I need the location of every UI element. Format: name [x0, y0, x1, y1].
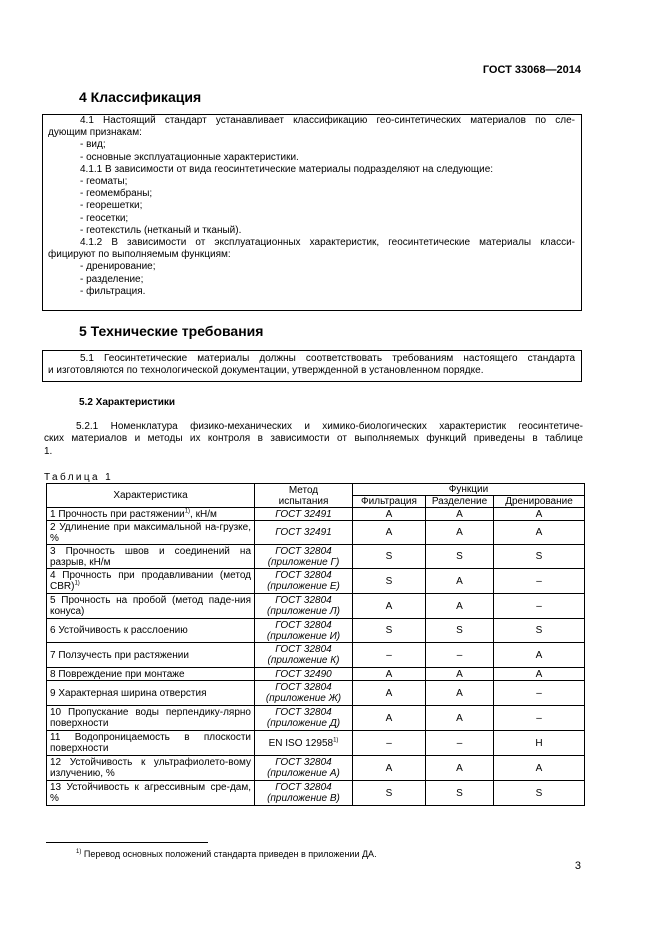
characteristic-text: 9 Характерная ширина отверстия	[50, 687, 207, 699]
footnote-ref: 1)	[333, 737, 339, 744]
method-cell	[255, 545, 353, 569]
method-text: ГОСТ 32804 (приложение Е)	[267, 570, 340, 592]
paragraph-5-2-1-line2: ских материалов и методы их контроля в зависимости от выполняемых функций приведены в таблице	[44, 433, 583, 445]
paragraph-5-2-1-line1: 5.2.1 Номенклатура физико-механических и химико-биологических характеристик геосинтетиче-	[76, 421, 583, 432]
document-code: ГОСТ 33068—2014	[482, 64, 581, 76]
paragraph-5-2-1-line3: 1.	[44, 445, 53, 457]
method-text: ГОСТ 32804 (приложение В)	[267, 782, 340, 804]
table-row	[47, 508, 585, 521]
method-text: ГОСТ 32804 (приложение А)	[267, 757, 340, 779]
method-text: EN ISO 12958	[268, 737, 334, 749]
filtration-cell: A	[353, 756, 426, 781]
characteristic-cell	[47, 781, 255, 806]
method-text: ГОСТ 32804 (приложение К)	[267, 644, 340, 666]
method-text: ГОСТ 32491	[275, 508, 332, 520]
separation-cell: A	[426, 569, 494, 594]
characteristic-cell	[47, 508, 255, 521]
method-cell	[255, 681, 353, 706]
characteristic-text: 3 Прочность швов и соединений на разрыв, кН/м	[50, 545, 251, 568]
separation-cell: A	[426, 668, 494, 681]
method-cell	[255, 756, 353, 781]
characteristic-cell	[47, 545, 255, 569]
paragraph-4-1-line2: дующим признакам:	[48, 127, 142, 139]
characteristic-text: 1 Прочность при растяжении	[50, 508, 185, 520]
list-item: - геотекстиль (нетканый и тканый).	[80, 224, 242, 236]
drainage-cell: A	[494, 508, 585, 521]
table-row	[47, 731, 585, 756]
table-row	[47, 643, 585, 668]
list-item: - геоматы;	[80, 176, 128, 188]
list-item: - разделение;	[80, 273, 144, 285]
drainage-cell: A	[494, 643, 585, 668]
list-item: - георешетки;	[80, 200, 143, 212]
paragraph-4-1-1: 4.1.1 В зависимости от вида геосинтетические материалы подразделяют на следующие:	[80, 163, 494, 175]
drainage-cell: –	[494, 706, 585, 731]
list-item: - геомембраны;	[80, 188, 153, 200]
filtration-cell: A	[353, 681, 426, 706]
characteristic-text: 12 Устойчивость к ультрафиолето-вому излучению, %	[50, 757, 251, 779]
method-cell	[255, 569, 353, 594]
method-text: ГОСТ 32804 (приложение И)	[266, 619, 341, 642]
characteristic-cell	[47, 521, 255, 545]
method-text: ГОСТ 32804 (приложение Ж)	[265, 682, 342, 704]
footnote-ref: 1)	[74, 580, 80, 587]
characteristic-cell	[47, 706, 255, 731]
separation-cell: –	[426, 731, 494, 756]
characteristic-cell	[47, 668, 255, 681]
drainage-cell: A	[494, 668, 585, 681]
filtration-cell: A	[353, 521, 426, 545]
method-cell	[255, 643, 353, 668]
header-method: Метод испытания	[255, 484, 353, 508]
drainage-cell: A	[494, 756, 585, 781]
table-row	[47, 668, 585, 681]
list-item: - геосетки;	[80, 212, 129, 224]
characteristic-text: 8 Повреждение при монтаже	[50, 668, 185, 680]
separation-cell: A	[426, 681, 494, 706]
table-row	[47, 706, 585, 731]
table-row	[47, 569, 585, 594]
separation-cell: A	[426, 756, 494, 781]
table-row	[47, 681, 585, 706]
paragraph-4-1-2-line2: фицируют по выполняемым функциям:	[48, 249, 231, 261]
filtration-cell: S	[353, 545, 426, 569]
page-number: 3	[574, 860, 581, 872]
separation-cell: S	[426, 781, 494, 806]
table-row	[47, 756, 585, 781]
drainage-cell: –	[494, 569, 585, 594]
filtration-cell: A	[353, 706, 426, 731]
paragraph-5-1-line2: и изготовляются по технологической документации, утвержденной в установленном порядке.	[48, 365, 484, 377]
characteristic-unit: , кН/м	[190, 508, 217, 520]
characteristic-text: 7 Ползучесть при растяжении	[50, 649, 189, 661]
characteristic-cell	[47, 756, 255, 781]
list-item: - фильтрация.	[80, 285, 146, 297]
characteristic-text: 11 Водопроницаемость в плоскости поверхности	[50, 732, 251, 754]
table-row	[47, 545, 585, 569]
separation-cell: A	[426, 706, 494, 731]
characteristic-cell	[47, 619, 255, 643]
method-text: ГОСТ 32491	[275, 527, 332, 538]
characteristic-text: 2 Удлинение при максимальной на-грузке, %	[50, 521, 251, 544]
filtration-cell: S	[353, 781, 426, 806]
header-functions: Функции	[353, 484, 585, 496]
method-cell	[255, 668, 353, 681]
separation-cell: –	[426, 643, 494, 668]
method-cell	[255, 508, 353, 521]
method-cell	[255, 731, 353, 756]
header-separation: Разделение	[426, 496, 494, 508]
characteristic-cell	[47, 569, 255, 594]
list-item: - вид;	[80, 139, 106, 151]
characteristic-cell	[47, 643, 255, 668]
filtration-cell: S	[353, 619, 426, 643]
drainage-cell: H	[494, 731, 585, 756]
separation-cell: S	[426, 619, 494, 643]
section-5-1-content	[42, 350, 582, 382]
method-cell	[255, 521, 353, 545]
header-characteristic: Характеристика	[47, 484, 255, 508]
characteristic-text: 5 Прочность на пробой (метод паде-ния конуса)	[50, 595, 251, 617]
method-cell	[255, 706, 353, 731]
method-cell	[255, 619, 353, 643]
method-text: ГОСТ 32804 (приложение Л)	[267, 595, 340, 617]
method-text: ГОСТ 32490	[275, 668, 332, 680]
paragraph-4-1-2-line1: 4.1.2 В зависимости от эксплуатационных характеристик, геосинтетические материалы класси-	[80, 237, 575, 249]
paragraph-5-1-line1: 5.1 Геосинтетические материалы должны соответствовать требованиям настоящего стандарта	[80, 353, 575, 364]
characteristic-cell	[47, 731, 255, 756]
filtration-cell: –	[353, 731, 426, 756]
characteristic-text: 13 Устойчивость к агрессивным сре-дам, %	[50, 782, 251, 804]
paragraph-4-1-line1: 4.1 Настоящий стандарт устанавливает классификацию гео-синтетических материалов по сле-	[80, 115, 575, 126]
header-filtration: Фильтрация	[353, 496, 426, 508]
drainage-cell: S	[494, 781, 585, 806]
method-text: ГОСТ 32804 (приложение Д)	[266, 707, 341, 729]
table-row	[47, 521, 585, 545]
drainage-cell: –	[494, 594, 585, 619]
subsection-5-2-title: 5.2 Характеристики	[79, 397, 176, 408]
separation-cell: S	[426, 545, 494, 569]
separation-cell: A	[426, 521, 494, 545]
table-row	[47, 619, 585, 643]
drainage-cell: –	[494, 681, 585, 706]
filtration-cell: A	[353, 594, 426, 619]
section-4-title: 4 Классификация	[79, 89, 202, 105]
table-body	[47, 508, 585, 806]
method-cell	[255, 594, 353, 619]
separation-cell: A	[426, 508, 494, 521]
section-5-title: 5 Технические требования	[79, 323, 264, 339]
header-drainage: Дренирование	[494, 496, 585, 508]
footnote-text: Перевод основных положений стандарта приведен в приложении ДА.	[81, 849, 377, 859]
filtration-cell: A	[353, 668, 426, 681]
characteristic-text: 4 Прочность при продавливании (метод CBR)	[50, 570, 251, 592]
separation-cell: A	[426, 594, 494, 619]
table-row	[47, 594, 585, 619]
table-caption: Таблица 1	[44, 472, 114, 483]
characteristic-cell	[47, 594, 255, 619]
footnote-mark: 1)	[76, 849, 82, 855]
characteristics-table	[46, 483, 585, 806]
table-row	[47, 781, 585, 806]
filtration-cell: A	[353, 508, 426, 521]
method-cell	[255, 781, 353, 806]
list-item: - дренирование;	[80, 261, 156, 273]
footnote-separator	[46, 842, 208, 843]
characteristic-cell	[47, 681, 255, 706]
list-item: - основные эксплуатационные характеристики.	[80, 151, 299, 163]
drainage-cell: S	[494, 619, 585, 643]
filtration-cell: S	[353, 569, 426, 594]
drainage-cell: A	[494, 521, 585, 545]
filtration-cell: –	[353, 643, 426, 668]
footnote	[76, 849, 377, 859]
section-4-content	[42, 114, 582, 311]
drainage-cell: S	[494, 545, 585, 569]
footnote-ref: 1)	[184, 508, 191, 515]
paragraph-5-2-1	[44, 421, 583, 458]
characteristic-text: 6 Устойчивость к расслоению	[50, 625, 188, 636]
characteristic-text: 10 Пропускание воды перпендику-лярно поверхности	[50, 707, 251, 729]
method-text: ГОСТ 32804 (приложение Г)	[267, 545, 340, 568]
